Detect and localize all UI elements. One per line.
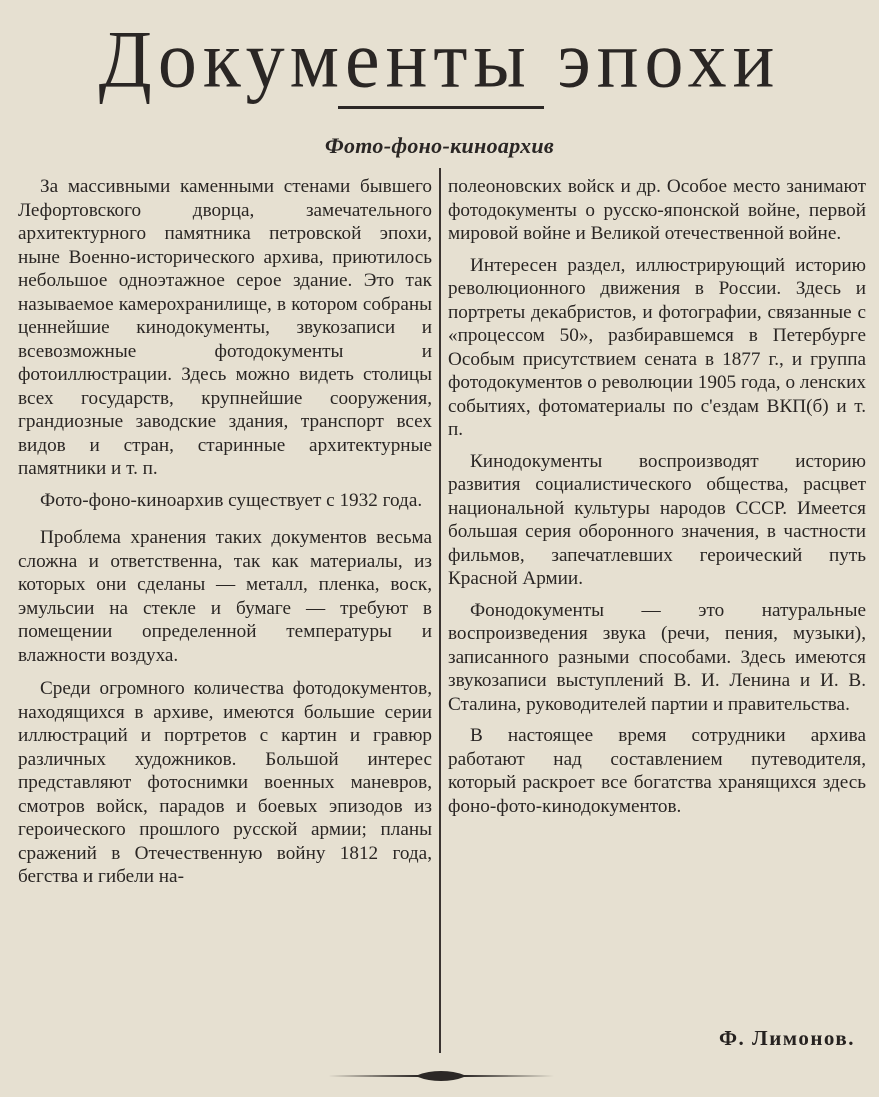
left-column xyxy=(18,175,432,1060)
column-divider xyxy=(439,168,441,1053)
paragraph: В настоящее время сотрудники архива работают над составлением путеводителя, который раскроет все богатства хранящихся здесь фоно-фото-кинодокументов. xyxy=(448,725,866,817)
article-title: Документы эпохи xyxy=(98,12,781,105)
ornament-divider xyxy=(328,1070,554,1082)
paragraph: За массивными каменными стенами бывшего Лефортовского дворца, замечательного архитектурного памятника петровской эпохи, ныне Военно-исторического архива, приютилось небольшое одноэтажное серое здание. Это так называемое камерохранилище, в котором собраны ценнейшие кинодокументы, звукозаписи и всевозможные фотодокументы и фотоиллюстрации. Здесь можно видеть столицы всех государств, крупнейшие сооружения, грандиозные заводские здания, транспорт всех видов и стран, старинные архитектурные памятники и т. п. xyxy=(18,176,432,479)
paragraph: Кинодокументы воспроизводят историю развития социалистического общества, расцвет национальной культуры народов СССР. Имеется большая серия оборонного значения, в частности фильмов, запечатлевших героический путь Красной Армии. xyxy=(448,450,866,589)
paragraph: Фонодокументы — это натуральные воспроизведения звука (речи, пения, музыки), записанного разными способами. Здесь имеются звукозаписи выступлений В. И. Ленина и И. В. Сталина, руководителей партии и правительства. xyxy=(448,599,866,715)
paragraph: Среди огромного количества фотодокументов, находящихся в архиве, имеются большие серии иллюстраций и портретов с картин и гравюр различных художников. Большой интерес представляют фотоснимки военных маневров, смотров войск, парадов и боевых эпизодов из героического прошлого русской армии; планы сражений в Отечественную войну 1812 года, бегства и гибели на- xyxy=(18,678,432,887)
author-signature: Ф. Лимонов. xyxy=(719,1026,855,1050)
article-subtitle: Фото-фоно-киноархив xyxy=(324,133,555,158)
paragraph: Проблема хранения таких документов весьма сложна и ответственна, так как материалы, из которых они сделаны — металл, пленка, воск, эмульсии на стекле и бумаге — требуют в помещении определенной температуры и влажности воздуха. xyxy=(18,527,432,666)
paragraph: Фото-фоно-киноархив существует с 1932 года. xyxy=(40,489,423,511)
title-rule xyxy=(338,106,544,109)
paragraph: Интересен раздел, иллюстрирующий историю революционного движения в России. Здесь и портреты декабристов, и фотографии, связанные с «процессом 50», разбиравшемся в Петербурге Особым присутствием сената в 1877 г., и группа фотодокументов о революции 1905 года, о ленских событиях, фотоматериалы по с'ездам ВКП(б) и т. п. xyxy=(448,254,866,440)
right-column xyxy=(448,175,866,1005)
paragraph: полеоновских войск и др. Особое место занимают фотодокументы о русско-японской войне, первой мировой войне и Великой отечественной войне. xyxy=(448,176,866,244)
